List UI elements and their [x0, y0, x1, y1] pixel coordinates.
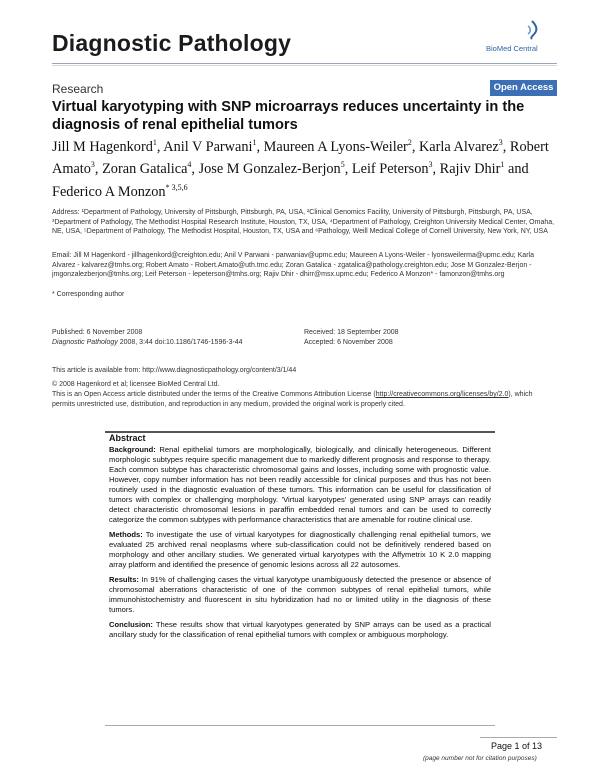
author-separator: ,	[502, 138, 510, 155]
affiliations: Address: ¹Department of Pathology, University of Pittsburgh, Pittsburgh, PA, USA, ²Clinical Genomics Facility, University of Pittsburgh, Pittsburgh, PA, USA, ³Department of Pathology, The Methodist Hospital Research Institute, Houston, TX, USA, ⁴Department of Pathology, Creighton University Medical Center, Omaha, NE, USA, ⁵Department of Pathology, The Methodist Hospital, Houston, TX, USA and ⁶Pathology, Weill Medical College of Cornell University, New York, NY, USA	[52, 209, 555, 235]
author-affiliation: 1	[152, 138, 157, 147]
citation	[52, 338, 243, 348]
author-affiliation: 1	[252, 138, 257, 147]
author-separator: ,	[191, 161, 199, 178]
publisher-name: BioMed Central	[486, 44, 538, 53]
author-affiliation: 2	[407, 138, 412, 147]
abstract-section	[109, 445, 491, 525]
author-name: Leif Peterson	[351, 161, 429, 178]
abstract-section-label: Background:	[109, 445, 156, 454]
author-separator: ,	[156, 138, 164, 155]
author-affiliation: 3	[90, 160, 95, 170]
abstract-section-text: To investigate the use of virtual karyotypes for diagnostically challenging renal epithelial tumors, we evaluated 25 archived renal neoplasms where sub-classification could not be definitively rendered based on morphology and other ancillary studies. We generated virtual karyotypes with the Affymetrix 10 K 2.0 mapping array platform and identified the presence of genomic lesions across all 22 autosomes.	[109, 530, 491, 569]
corresponding-author-note: * Corresponding author	[52, 291, 125, 298]
author-name: Karla Alvarez	[418, 138, 499, 155]
publication-info	[52, 328, 243, 348]
accepted-date: Accepted: 6 November 2008	[304, 339, 393, 346]
license-text	[52, 390, 557, 410]
author-name: Federico A Monzon	[52, 183, 166, 200]
author-affiliation: 3	[498, 138, 503, 147]
article-url: This article is available from: http://www.diagnosticpathology.org/content/3/1/44	[52, 367, 297, 374]
license-pre: This is an Open Access article distributed under the terms of the Creative Commons Attribution License (	[52, 391, 376, 398]
biomed-central-logo-icon	[522, 20, 542, 40]
author-name: Maureen A Lyons-Weiler	[263, 138, 408, 155]
journal-title: Diagnostic Pathology	[52, 30, 292, 56]
published-date: Published: 6 November 2008	[52, 329, 143, 336]
received-accepted	[304, 328, 399, 348]
abstract-heading: Abstract	[109, 433, 146, 443]
license-link[interactable]: http://creativecommons.org/licenses/by/2.0	[375, 391, 509, 398]
abstract-section-text: In 91% of challenging cases the virtual karyotype unambiguously detected the presence or absence of chromosomal aberrations characteristic of one of the common subtypes of renal epithelial tumors, while immunohistochemistry and fluorescent in situ hybridization had no or limited utility in the diagnosis of these tumors.	[109, 575, 491, 614]
author-separator: and	[504, 161, 529, 178]
received-date: Received: 18 September 2008	[304, 329, 399, 336]
author-name: Jill M Hagenkord	[52, 138, 153, 155]
abstract-section-text: These results show that virtual karyotypes generated by SNP arrays can be used as a practical ancillary study for the classification of renal epithelial tumors with complex or ambiguous morphology.	[109, 620, 491, 639]
citation-journal: Diagnostic Pathology	[52, 339, 118, 346]
author-separator: ,	[432, 161, 440, 178]
author-affiliation: * 3,5,6	[165, 182, 188, 192]
header-rule	[52, 63, 557, 64]
article-title: Virtual karyotyping with SNP microarrays reduces uncertainty in the diagnosis of renal epithelial tumors	[52, 99, 525, 133]
license-post: ), which permits unrestricted use, distribution, and reproduction in any medium, provided the original work is properly cited.	[52, 391, 533, 408]
page-number-note: (page number not for citation purposes)	[423, 755, 537, 762]
open-access-badge: Open Access	[490, 80, 557, 96]
article-section: Research	[52, 82, 104, 96]
abstract-section-label: Methods:	[109, 530, 143, 539]
author-separator: ,	[344, 161, 352, 178]
abstract-section-label: Conclusion:	[109, 620, 153, 629]
footer-rule	[480, 737, 557, 738]
abstract-body	[109, 445, 491, 645]
author-affiliation: 1	[500, 160, 505, 170]
author-name: Zoran Gatalica	[102, 161, 188, 178]
author-emails: Email: Jill M Hagenkord - jillhagenkord@creighton.edu; Anil V Parwani - parwaniav@upmc.edu; Maureen A Lyons-Weiler - lyonsweilerma@upmc.edu; Karla Alvarez - kalvarez@tmhs.org; Robert Amato - Robert.Amato@uth.tmc.edu; Zoran Gatalica - zgatalica@pathology.creighton.edu; Jose M Gonzalez-Berjon - jmgonzalezberjon@tmhs.org; Leif Peterson - lepeterson@tmhs.org; Rajiv Dhir - dhirr@msx.upmc.edu; Federico A Monzon* - famonzon@tmhs.org	[52, 252, 534, 278]
author-affiliation: 4	[187, 160, 192, 170]
author-separator: ,	[411, 138, 419, 155]
author-name: Jose M Gonzalez-Berjon	[198, 161, 341, 178]
author-name: Anil V Parwani	[163, 138, 253, 155]
license-block	[52, 366, 557, 410]
abstract-section-text: Renal epithelial tumors are morphologically, biologically, and clinically heterogeneous. Different morphologic subtypes require specific management due to markedly different prognosis and response to therapy. Each common subtype has characteristic chromosomal gains and losses, including some with prognostic value. However, copy number information has not been readily accessible for clinical purposes and thus has not been routinely used in the diagnostic evaluation of these tumors. This information can be useful for classification of tumors with complex or challenging morphology. 'Virtual karyotypes' generated using SNP arrays can readily detect characteristic chromosomal lesions in paraffin embedded renal tumors and can be used to correctly categorize the common subtypes with performance characteristics that are amenable for routine clinical use.	[109, 445, 491, 524]
author-separator: ,	[256, 138, 264, 155]
abstract-section	[109, 620, 491, 640]
abstract-section	[109, 530, 491, 570]
citation-details: 2008, 3:44 doi:10.1186/1746-1596-3-44	[117, 339, 243, 346]
author-affiliation: 3	[428, 160, 433, 170]
author-separator: ,	[94, 161, 103, 178]
biomed-central-logo	[486, 20, 556, 56]
author-affiliation: 5	[340, 160, 345, 170]
author-list	[52, 134, 557, 201]
abstract-section-label: Results:	[109, 575, 139, 584]
author-name: Rajiv Dhir	[439, 161, 501, 178]
page-number: Page 1 of 13	[491, 741, 543, 751]
abstract-section	[109, 575, 491, 615]
author-name: Robert Amato	[52, 138, 549, 178]
header-rule-secondary	[52, 65, 557, 66]
copyright: © 2008 Hagenkord et al; licensee BioMed Central Ltd.	[52, 381, 220, 388]
